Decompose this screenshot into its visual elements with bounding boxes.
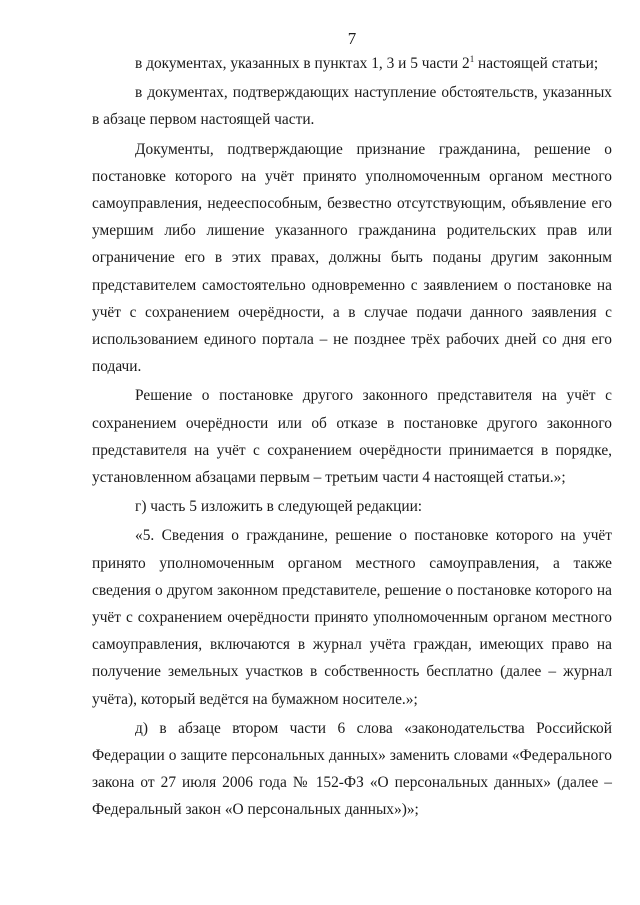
- paragraph-7: д) в абзаце втором части 6 слова «законодательства Российской Федерации о защите персональных данных» заменить словами «Федерального закона от 27 июля 2006 года № 152-ФЗ «О персональных данных» (далее – Федеральный закон «О персональных данных»)»;: [92, 719, 612, 819]
- paragraph-4: Решение о постановке другого законного представителя на учёт с сохранением очерёдности или об отказе в постановке другого законного представителя на учёт с сохранением очерёдности принимается в порядке, установленном абзацами первым – третьим части 4 настоящей статьи.»;: [92, 387, 612, 487]
- document-body: [92, 50, 612, 824]
- page-number: 7: [347, 29, 357, 48]
- paragraph-1-tail: настоящей статьи;: [474, 55, 599, 72]
- document-page: [92, 0, 612, 905]
- paragraph-6: «5. Сведения о гражданине, решение о постановке которого на учёт принято уполномоченным органом местного самоуправления, а также сведения о другом законном представителе, решение о постановке которого на учёт с сохранением очерёдности принято уполномоченным органом местного самоуправления, включаются в журнал учёта граждан, имеющих право на получение земельных участков в собственность бесплатно (далее – журнал учёта), который ведётся на бумажном носителе.»;: [92, 527, 612, 708]
- paragraph-5: г) часть 5 изложить в следующей редакции:: [135, 498, 423, 516]
- superscript: 1: [469, 53, 475, 64]
- paragraph-2: в документах, подтверждающих наступление обстоятельств, указанных в абзаце первом настоящей части.: [92, 84, 612, 129]
- paragraph-3: Документы, подтверждающие признание гражданина, решение о постановке которого на учёт принято уполномоченным органом местного самоуправления, недееспособным, безвестно отсутствующим, объявление его умершим либо лишение указанного гражданина родительских прав или ограничение его в этих правах, должны быть поданы другим законным представителем самостоятельно одновременно с заявлением о постановке на учёт с сохранением очерёдности, а в случае подачи данного заявления с использованием единого портала – не позднее трёх рабочих дней со дня его подачи.: [92, 140, 612, 376]
- paragraph-1: [92, 50, 612, 77]
- paragraph-1-text: в документах, указанных в пунктах 1, 3 и 5 части 2: [135, 55, 470, 72]
